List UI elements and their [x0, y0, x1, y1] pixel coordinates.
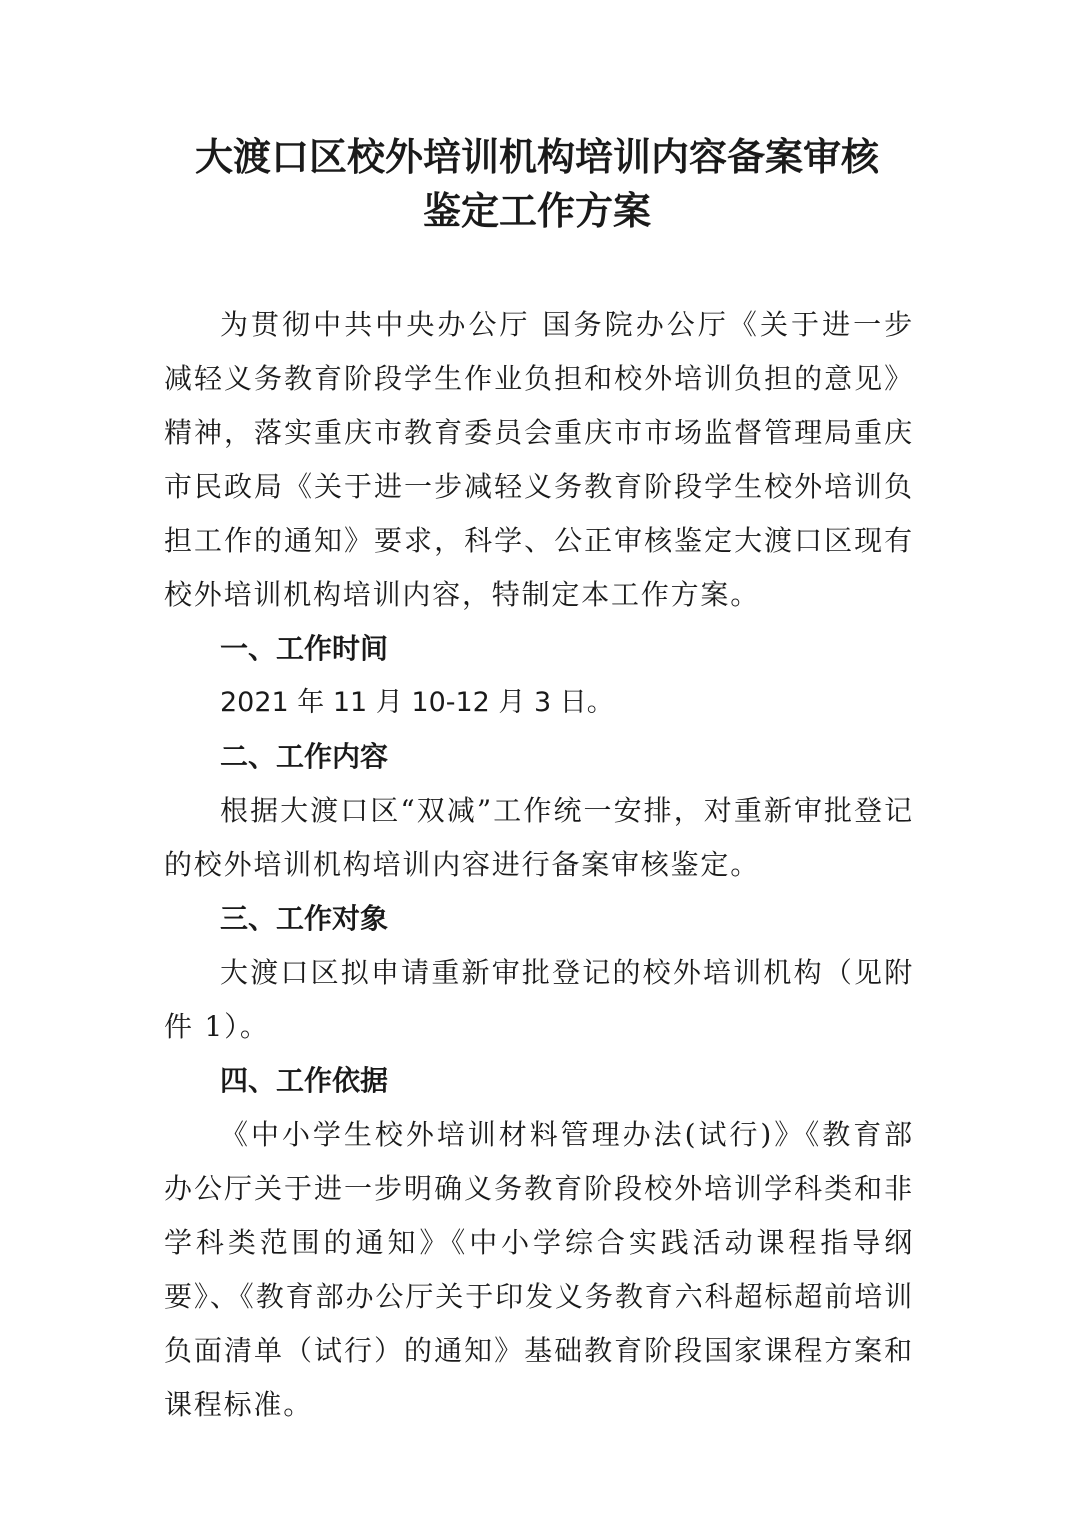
section-heading-work-content: 二、工作内容	[220, 740, 389, 773]
work-content-paragraph: 根据大渡口区“双减”工作统一安排，对重新审批登记的校外培训机构培训内容进行备案审核鉴定。	[164, 794, 914, 881]
work-target-paragraph: 大渡口区拟申请重新审批登记的校外培训机构（见附件 1）。	[164, 956, 914, 1043]
document-title-line-2: 鉴定工作方案	[422, 188, 651, 233]
document-title-line-1: 大渡口区校外培训机构培训内容备案审核	[194, 134, 879, 179]
intro-paragraph: 为贯彻中共中央办公厅 国务院办公厅《关于进一步减轻义务教育阶段学生作业负担和校外培训负担的意见》精神，落实重庆市教育委员会重庆市市场监督管理局重庆市民政局《关于进一步减轻义务教育阶段学生校外培训负担工作的通知》要求，科学、公正审核鉴定大渡口区现有校外培训机构培训内容，特制定本工作方案。	[164, 308, 914, 611]
work-basis-paragraph: 《中小学生校外培训材料管理办法(试行)》《教育部办公厅关于进一步明确义务教育阶段校外培训学科类和非学科类范围的通知》《中小学综合实践活动课程指导纲要》、《教育部办公厅关于印发义务教育六科超标超前培训负面清单（试行）的通知》基础教育阶段国家课程方案和课程标准。	[164, 1118, 914, 1421]
section-heading-work-time: 一、工作时间	[220, 632, 389, 665]
section-heading-work-target: 三、工作对象	[220, 902, 389, 935]
work-time-text: 2021 年 11 月 10-12 月 3 日。	[220, 687, 614, 718]
section-heading-work-basis: 四、工作依据	[220, 1064, 389, 1097]
